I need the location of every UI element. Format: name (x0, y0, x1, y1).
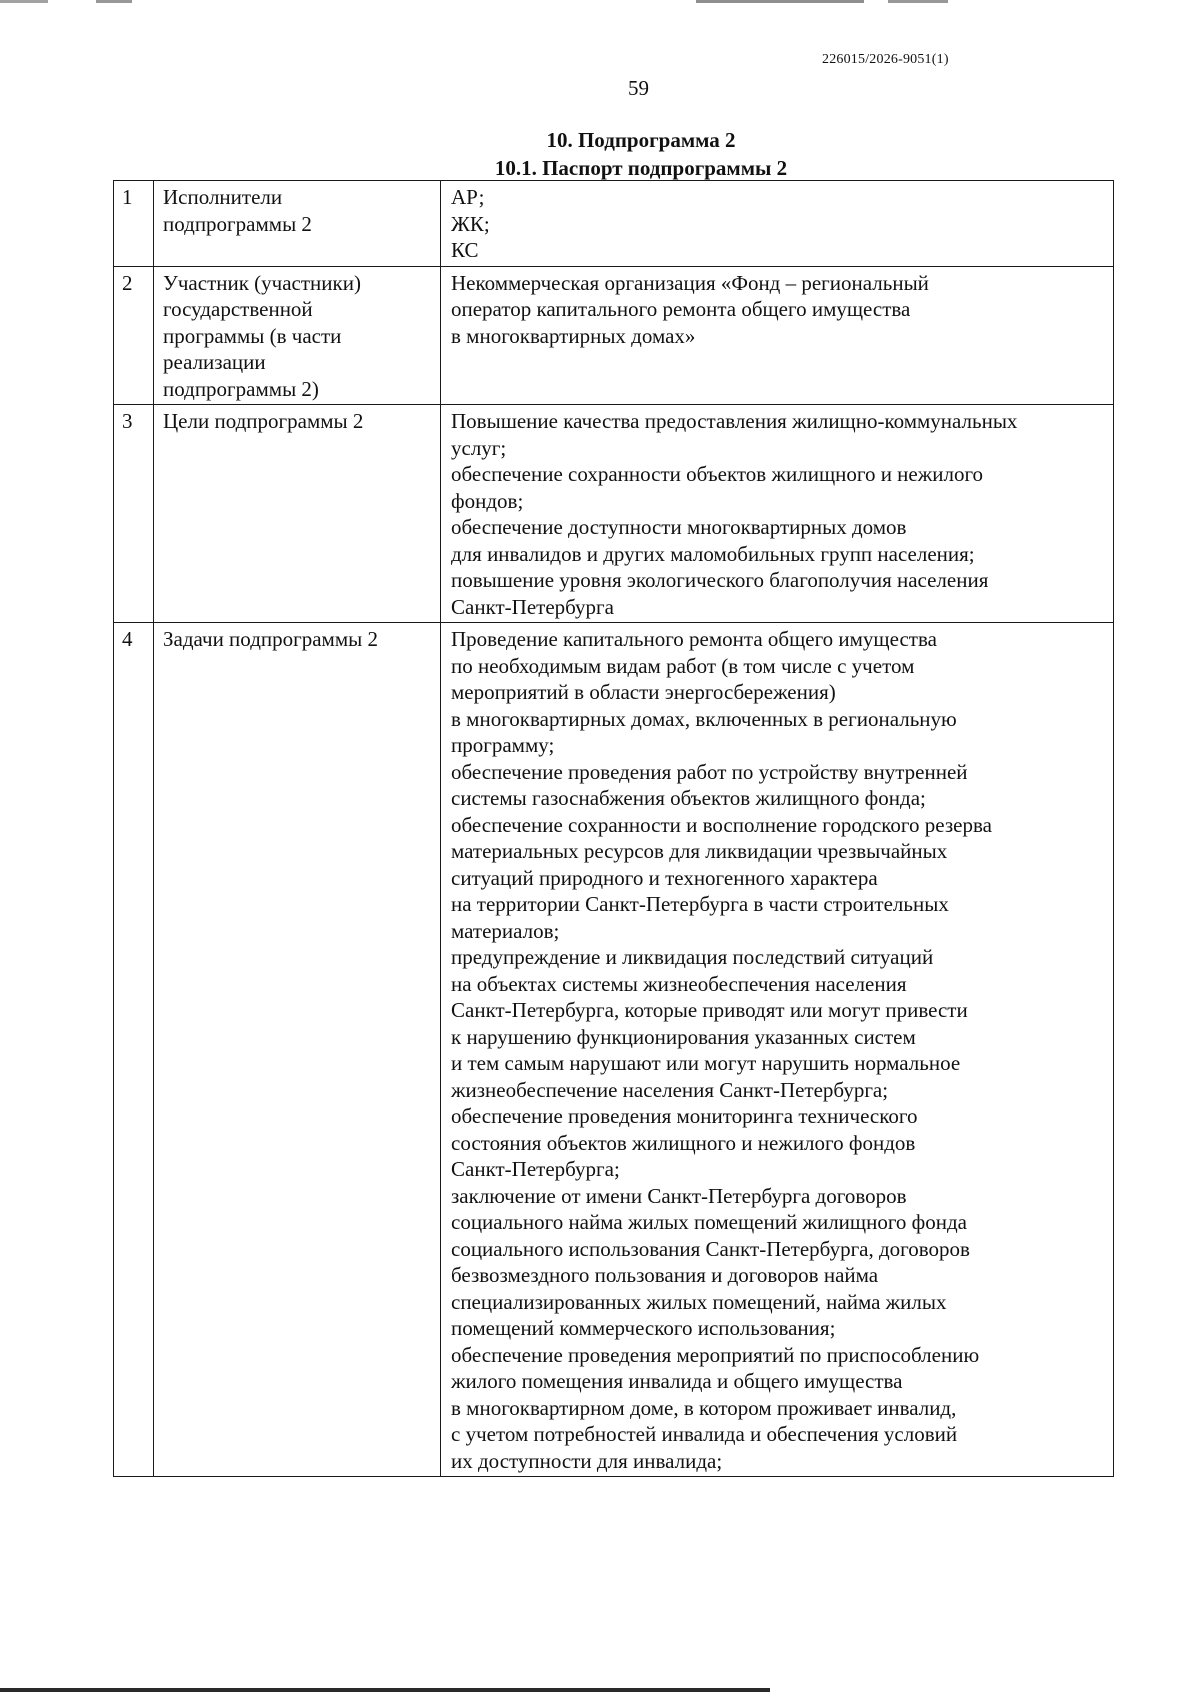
row-value-line: КС (451, 238, 479, 262)
row-value-line: Санкт-Петербурга; (451, 1157, 620, 1181)
row-value-line: ситуаций природного и техногенного характера (451, 865, 878, 890)
row-value-line: на территории Санкт-Петербурга в части строительных (451, 892, 949, 916)
row-value-line: заключение от имени Санкт-Петербурга договоров (451, 1183, 907, 1208)
row-value-line: ЖК; (451, 211, 490, 236)
row-name-cell (154, 266, 441, 405)
row-value-line: Некоммерческая организация «Фонд – региональный (451, 270, 929, 295)
row-value-line: Проведение капитального ремонта общего имущества (451, 627, 937, 651)
row-value-cell (441, 266, 1114, 405)
row-name-line: программы (в части (163, 323, 342, 348)
row-value-line: повышение уровня экологического благополучия населения (451, 568, 989, 592)
row-value-line: состояния объектов жилищного и нежилого фондов (451, 1130, 916, 1155)
row-value-line: Повышение качества предоставления жилищно-коммунальных (451, 409, 1018, 433)
passport-table (113, 180, 1114, 1477)
row-value-line: по необходимым видам работ (в том числе с учетом (451, 653, 915, 678)
row-name-line: подпрограммы 2 (163, 211, 312, 236)
row-value-line: жилого помещения инвалида и общего имущества (451, 1369, 903, 1393)
row-value-line: обеспечение сохранности объектов жилищного и нежилого (451, 462, 984, 486)
table-row (114, 405, 1114, 623)
table-row (114, 266, 1114, 405)
scan-edge-bottom (0, 1688, 770, 1692)
row-value-cell (441, 405, 1114, 623)
page-number: 59 (628, 76, 649, 100)
row-value-line: с учетом потребностей инвалида и обеспечения условий (451, 1422, 958, 1446)
row-name-cell (154, 181, 441, 267)
row-name-line: Цели подпрограммы 2 (163, 409, 364, 433)
row-value-line: фондов; (451, 488, 524, 513)
subsection-heading: 10.1. Паспорт подпрограммы 2 (494, 156, 788, 180)
row-value-line: обеспечение проведения мероприятий по приспособлению (451, 1342, 980, 1367)
row-value-line: системы газоснабжения объектов жилищного фонда; (451, 786, 926, 810)
row-value-line: предупреждение и ликвидация последствий ситуаций (451, 945, 934, 969)
row-name-line: Исполнители (163, 185, 283, 209)
row-value-line: их доступности для инвалида; (451, 1448, 723, 1473)
row-name-cell (154, 405, 441, 623)
row-value-line: услуг; (451, 435, 507, 460)
row-value-line: программу; (451, 733, 555, 757)
row-name-cell (154, 623, 441, 1477)
row-value-line: мероприятий в области энергосбережения) (451, 680, 836, 704)
section-heading: 10. Подпрограмма 2 (546, 128, 736, 152)
row-value-line: обеспечение проведения мониторинга технического (451, 1104, 918, 1128)
row-value-line: Санкт-Петербурга (451, 594, 614, 619)
row-value-cell (441, 623, 1114, 1477)
row-value-line: жизнеобеспечение населения Санкт-Петербурга; (451, 1077, 889, 1102)
row-value-line: социального использования Санкт-Петербурга, договоров (451, 1236, 970, 1261)
table-row (114, 623, 1114, 1477)
row-value-line: на объектах системы жизнеобеспечения населения (451, 971, 907, 996)
row-name-line: реализации (163, 350, 266, 374)
row-value-line: материальных ресурсов для ликвидации чрезвычайных (451, 839, 948, 863)
table-row (114, 181, 1114, 267)
row-number: 3 (114, 405, 154, 623)
row-value-line: обеспечение проведения работ по устройству внутренней (451, 759, 968, 784)
row-number: 1 (114, 181, 154, 267)
row-value-line: в многоквартирном доме, в котором проживает инвалид, (451, 1395, 957, 1420)
row-value-line: и тем самым нарушают или могут нарушить нормальное (451, 1051, 961, 1075)
row-value-line: помещений коммерческого использования; (451, 1316, 836, 1340)
row-name-line: Участник (участники) (163, 270, 361, 295)
row-name-line: Задачи подпрограммы 2 (163, 627, 378, 651)
row-value-line: обеспечение доступности многоквартирных домов (451, 515, 907, 539)
row-number: 4 (114, 623, 154, 1477)
row-value-line: социального найма жилых помещений жилищного фонда (451, 1210, 968, 1234)
row-number: 2 (114, 266, 154, 405)
scan-edge-top (0, 0, 1200, 3)
row-value-line: АР; (451, 185, 485, 209)
passport-table-body (114, 181, 1114, 1477)
document-id: 226015/2026-9051(1) (822, 52, 949, 67)
row-value-line: к нарушению функционирования указанных систем (451, 1024, 916, 1049)
row-name-line: подпрограммы 2) (163, 376, 319, 401)
row-value-cell (441, 181, 1114, 267)
row-value-line: специализированных жилых помещений, найма жилых (451, 1289, 947, 1314)
row-value-line: для инвалидов и других маломобильных групп населения; (451, 541, 975, 566)
row-value-line: безвозмездного пользования и договоров найма (451, 1263, 879, 1287)
row-value-line: Санкт-Петербурга, которые приводят или могут привести (451, 998, 968, 1022)
row-value-line: материалов; (451, 918, 560, 943)
row-value-line: обеспечение сохранности и восполнение городского резерва (451, 812, 992, 837)
row-value-line: оператор капитального ремонта общего имущества (451, 297, 911, 321)
row-value-line: в многоквартирных домах, включенных в региональную (451, 706, 957, 731)
row-value-line: в многоквартирных домах» (451, 323, 696, 348)
row-name-line: государственной (163, 297, 313, 321)
